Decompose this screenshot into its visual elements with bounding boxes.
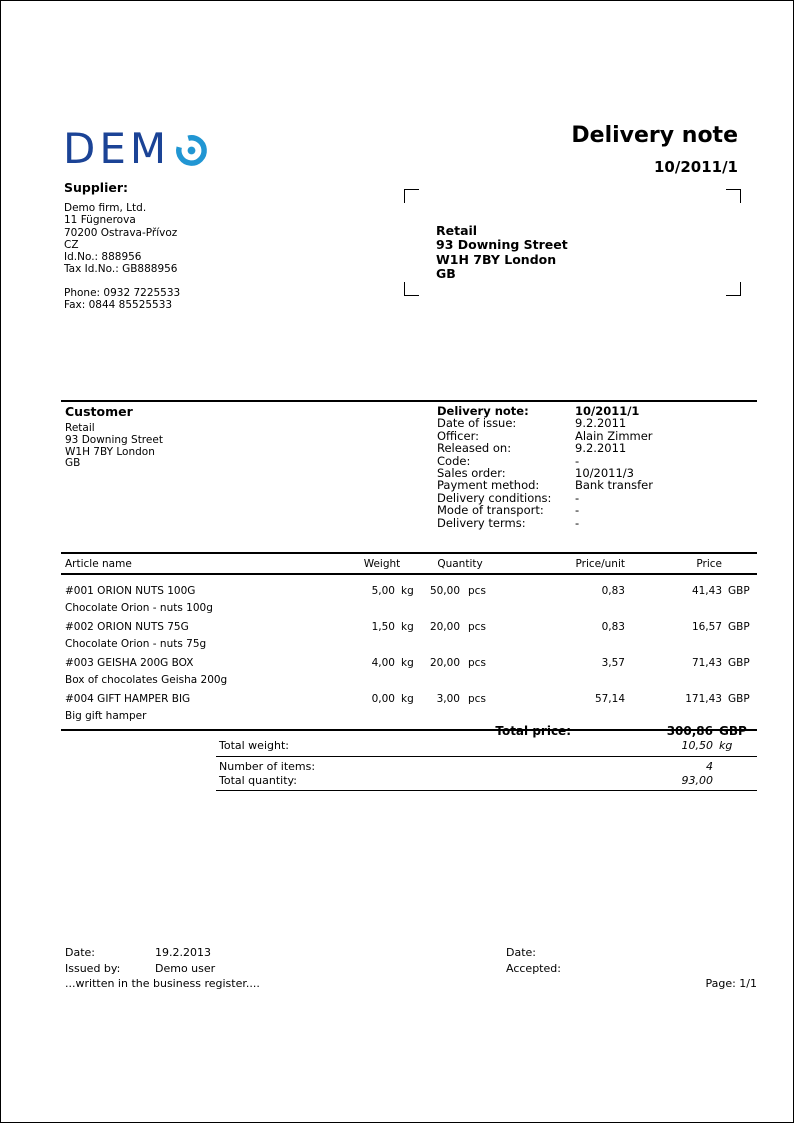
number-of-items-label: Number of items:	[219, 760, 316, 773]
item-unit-price: 0,83	[601, 621, 625, 633]
footer-issued-value: Demo user	[155, 961, 216, 975]
item-quantity: 3,00	[436, 693, 460, 705]
supplier-country: CZ	[64, 238, 79, 251]
article-name: #003 GEISHA 200G BOX	[65, 657, 194, 669]
item-weight: 1,50	[371, 621, 395, 633]
business-register-note: ...written in the business register....	[65, 977, 260, 990]
items-table-body	[61, 575, 757, 731]
supplier-phone: Phone: 0932 7225533	[64, 287, 181, 299]
customer-city: W1H 7BY London	[65, 445, 155, 458]
item-price: 41,43	[691, 585, 722, 597]
footer-issued-label: Issued by:	[65, 961, 121, 975]
customer-address	[65, 423, 163, 470]
total-quantity-value: 93,00	[681, 773, 713, 787]
supplier-heading: Supplier:	[64, 180, 129, 195]
detail-value: -	[575, 453, 580, 468]
item-weight-unit: kg	[401, 657, 414, 669]
item-quantity: 20,00	[429, 657, 460, 669]
recipient-city: W1H 7BY London	[436, 251, 557, 267]
header-price: Price	[696, 558, 722, 570]
detail-label: Code:	[437, 453, 471, 468]
total-weight-value: 10,50	[681, 739, 713, 752]
footer-date-row	[65, 945, 215, 961]
total-weight-row	[216, 739, 757, 753]
item-main-line	[65, 656, 757, 670]
crop-mark-top-left	[404, 189, 419, 203]
supplier-street: 11 Fügnerova	[64, 214, 136, 227]
item-weight-unit: kg	[401, 621, 414, 633]
number-of-items-value: 4	[706, 760, 713, 773]
number-of-items-row	[216, 760, 757, 774]
table-row	[65, 615, 757, 651]
item-price: 16,57	[691, 621, 722, 633]
recipient-country: GB	[436, 265, 456, 281]
crop-mark-bottom-right	[726, 282, 741, 296]
item-main-line	[65, 692, 757, 706]
total-price-value: 300,86	[666, 724, 713, 738]
crop-mark-bottom-left	[404, 282, 419, 296]
detail-value: -	[575, 490, 580, 505]
item-price-unit: GBP	[728, 621, 750, 633]
article-description: Box of chocolates Geisha 200g	[65, 674, 228, 686]
item-main-line	[65, 620, 757, 634]
detail-value: Bank transfer	[575, 478, 653, 493]
detail-value: 10/2011/1	[575, 404, 640, 418]
items-table-header	[61, 554, 757, 575]
table-row	[65, 579, 757, 615]
detail-row	[437, 442, 653, 454]
detail-value: -	[575, 503, 580, 518]
item-quantity-unit: pcs	[468, 585, 486, 597]
total-price-label: Total price:	[495, 724, 571, 738]
header-weight: Weight	[363, 558, 401, 570]
supplier-id: Id.No.: 888956	[64, 251, 142, 264]
item-unit-price: 0,83	[601, 585, 625, 597]
company-logo	[63, 124, 211, 173]
item-unit-price: 3,57	[601, 657, 625, 669]
header-price-unit: Price/unit	[575, 558, 625, 570]
detail-label: Date of issue:	[437, 416, 517, 431]
supplier-name: Demo firm, Ltd.	[64, 202, 147, 214]
customer-street: 93 Downing Street	[65, 433, 163, 446]
item-price: 71,43	[691, 657, 722, 669]
detail-value: -	[575, 515, 580, 530]
detail-label: Officer:	[437, 428, 479, 443]
logo-text: DEM	[63, 124, 171, 173]
supplier-tax-id: Tax Id.No.: GB888956	[64, 263, 178, 276]
footer-issued-row	[65, 961, 215, 977]
header-article-name: Article name	[65, 558, 132, 570]
item-price-unit: GBP	[728, 693, 750, 705]
total-quantity-label: Total quantity:	[219, 773, 297, 787]
totals-price-weight	[216, 724, 757, 757]
page-title: Delivery note	[571, 123, 738, 148]
detail-value: 10/2011/3	[575, 466, 634, 481]
supplier-fax: Fax: 0844 85525533	[64, 299, 173, 312]
totals-counts	[216, 757, 757, 791]
items-table	[61, 552, 757, 731]
supplier-contact	[64, 287, 180, 312]
total-weight-label: Total weight:	[219, 739, 289, 752]
detail-value: 9.2.2011	[575, 416, 627, 431]
article-description: Chocolate Orion - nuts 75g	[65, 638, 207, 650]
supplier-city: 70200 Ostrava-Přívoz	[64, 226, 178, 239]
footer-right	[506, 945, 561, 976]
total-price-row	[216, 724, 757, 739]
detail-row	[437, 417, 653, 429]
article-name: #002 ORION NUTS 75G	[65, 621, 189, 633]
footer-date-label: Date:	[65, 946, 95, 959]
total-quantity-row	[216, 774, 757, 788]
total-weight-unit: kg	[719, 739, 733, 752]
detail-label: Delivery terms:	[437, 515, 526, 530]
item-price: 171,43	[685, 693, 722, 705]
total-price-unit: GBP	[719, 724, 747, 738]
article-name: #004 GIFT HAMPER BIG	[65, 693, 191, 705]
logo-ring-icon	[172, 131, 211, 170]
detail-label: Delivery conditions:	[437, 490, 552, 505]
totals-section	[216, 724, 757, 791]
detail-value: 9.2.2011	[575, 441, 627, 456]
item-weight: 0,00	[371, 693, 395, 705]
article-description: Chocolate Orion - nuts 100g	[65, 602, 213, 614]
recipient-name: Retail	[436, 223, 478, 238]
item-weight-unit: kg	[401, 693, 414, 705]
item-quantity-unit: pcs	[468, 621, 486, 633]
recipient-address	[436, 224, 568, 281]
delivery-details	[437, 405, 653, 529]
page-number: Page: 1/1	[705, 977, 757, 990]
detail-label: Payment method:	[437, 478, 540, 493]
detail-label: Mode of transport:	[437, 503, 544, 518]
table-row	[65, 651, 757, 687]
item-unit-price: 57,14	[594, 693, 625, 705]
footer-left	[65, 945, 215, 976]
customer-country: GB	[65, 457, 81, 470]
detail-row	[437, 479, 653, 491]
customer-heading: Customer	[65, 404, 133, 419]
detail-value: Alain Zimmer	[575, 428, 653, 443]
item-quantity: 20,00	[429, 621, 460, 633]
detail-row	[437, 504, 653, 516]
footer-accepted-label: Accepted:	[506, 961, 561, 975]
document-number: 10/2011/1	[653, 158, 738, 176]
detail-label: Delivery note:	[437, 404, 529, 418]
item-price-unit: GBP	[728, 585, 750, 597]
item-main-line	[65, 584, 757, 598]
item-weight: 4,00	[371, 657, 395, 669]
article-description: Big gift hamper	[65, 710, 147, 722]
footer-date-value: 19.2.2013	[155, 946, 211, 959]
item-price-unit: GBP	[728, 657, 750, 669]
item-quantity-unit: pcs	[468, 657, 486, 669]
table-row	[65, 687, 757, 723]
article-name: #001 ORION NUTS 100G	[65, 585, 196, 597]
footer-right-date-label: Date:	[506, 946, 536, 959]
section-divider	[61, 400, 757, 402]
customer-name: Retail	[65, 422, 95, 434]
crop-mark-top-right	[726, 189, 741, 203]
item-weight: 5,00	[371, 585, 395, 597]
detail-row	[437, 517, 653, 529]
detail-label: Sales order:	[437, 466, 506, 481]
header-quantity: Quantity	[437, 558, 483, 570]
item-weight-unit: kg	[401, 585, 414, 597]
item-quantity: 50,00	[429, 585, 460, 597]
recipient-street: 93 Downing Street	[436, 237, 568, 253]
item-quantity-unit: pcs	[468, 693, 486, 705]
detail-label: Released on:	[437, 441, 512, 456]
supplier-address	[64, 202, 178, 276]
